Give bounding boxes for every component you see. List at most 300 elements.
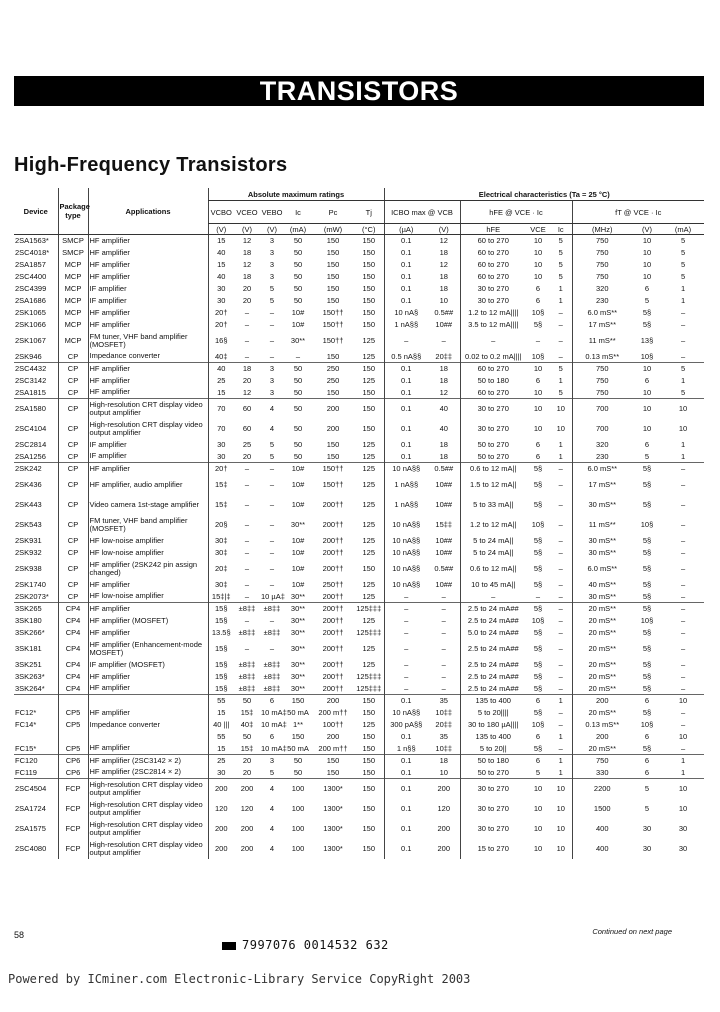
cell-hfe-vce: 6: [526, 695, 550, 707]
unit-vebo: (V): [260, 224, 284, 235]
cell-tj: 150: [362, 424, 375, 433]
cell-hfe: 30 to 270: [460, 399, 526, 419]
cell-vcbo: 30‡: [208, 535, 234, 547]
table-row: [14, 235, 704, 247]
cell-ft: 30 mS**: [572, 591, 632, 603]
cell-hfe-vce: 5§: [533, 672, 543, 681]
cell-ft-vce: 5§: [642, 708, 652, 717]
cell-icbo: –: [384, 659, 428, 671]
cell-pc: 200: [312, 399, 354, 419]
cell-pc: 1300*: [323, 824, 343, 833]
cell-pc: 1300*: [312, 779, 354, 799]
cell-package: MCP: [58, 295, 88, 307]
cell-package: CP: [58, 451, 88, 463]
cell-icbo: 0.1: [384, 271, 428, 283]
cell-vcb: 18: [439, 248, 448, 257]
cell-ic: 30**: [290, 660, 306, 669]
cell-vcbo: 30‡: [208, 547, 234, 559]
cell-hfe-ic: –: [550, 603, 572, 615]
cell-pc: 150: [326, 387, 340, 397]
cell-hfe-vce: 6: [535, 376, 541, 385]
cell-ft-vce: 10: [642, 236, 652, 246]
cell-application: HF amplifier: [88, 307, 208, 319]
cell-hfe-vce: 5§: [533, 564, 543, 573]
cell-ft-ic: 5: [680, 272, 686, 281]
cell-pc: 250††: [322, 580, 344, 589]
cell-vcb: 0.5##: [428, 463, 460, 475]
cell-ft-ic: 5: [680, 236, 686, 246]
cell-pc: 200 m††: [318, 708, 348, 717]
cell-vcb: 35: [439, 732, 448, 741]
cell-package: CP: [58, 399, 88, 419]
cell-icbo: –: [384, 627, 428, 639]
cell-vcb: 18: [439, 284, 448, 293]
cell-application: High-resolution CRT display video output amplifier: [88, 799, 208, 819]
cell-package: CP6: [58, 767, 88, 779]
cell-application: HF amplifier: [88, 603, 208, 615]
cell-hfe-ic: –: [558, 708, 563, 717]
cell-hfe-ic: –: [558, 616, 563, 625]
cell-package: FCP: [58, 819, 88, 839]
cell-vcbo: 70: [208, 419, 234, 439]
cell-vcbo: 15§: [208, 615, 234, 627]
cell-hfe-vce: 10: [533, 272, 543, 281]
cell-vcb: 0.5##: [434, 308, 454, 317]
cell-vebo: 4: [260, 399, 284, 419]
cell-package: CP4: [58, 615, 88, 627]
cell-ic: 50: [293, 260, 303, 269]
cell-application: IF amplifier: [88, 283, 208, 295]
cell-device: 2SK242: [14, 463, 58, 475]
cell-ic: 50 mA: [287, 708, 309, 717]
table-row: [14, 451, 704, 463]
unit-tj: (°C): [354, 224, 384, 235]
cell-hfe-ic: 5: [558, 387, 563, 397]
cell-hfe-ic: 1: [558, 296, 563, 305]
cell-hfe: 1.5 to 12 mA||: [460, 475, 526, 495]
cell-package: CP: [58, 375, 88, 387]
cell-device: [14, 731, 58, 743]
cell-hfe: 60 to 270: [460, 271, 526, 283]
cell-device: 2SA1686: [15, 296, 46, 305]
cell-icbo: 1 nA§§: [384, 319, 428, 331]
cell-package: SMCP: [58, 247, 88, 259]
cell-pc: 150: [326, 440, 340, 449]
cell-ft: 400: [572, 819, 632, 839]
cell-vceo: 20: [242, 296, 252, 305]
cell-ic: 50: [293, 284, 303, 293]
header-vcbo: VCBO: [208, 201, 234, 224]
cell-ic: 50: [293, 451, 303, 461]
cell-hfe-vce: 6: [526, 755, 550, 767]
cell-icbo: –: [384, 331, 428, 351]
cell-device: 3SK265: [14, 603, 58, 615]
cell-vcbo: 20†: [208, 319, 234, 331]
unit-ft-ic: (mA): [662, 224, 704, 235]
cell-pc: 100††: [322, 720, 344, 729]
cell-hfe-ic: 1: [558, 440, 563, 449]
cell-vceo: ±8‡‡: [238, 660, 256, 669]
cell-application: HF amplifier: [88, 627, 208, 639]
unit-vceo: (V): [234, 224, 260, 235]
cell-ft-vce: 5§: [632, 603, 662, 615]
cell-vcbo: 55: [208, 731, 234, 743]
cell-vcbo: 15‡: [208, 495, 234, 515]
cell-pc: 200††: [322, 564, 344, 573]
cell-application: HF amplifier: [88, 259, 208, 271]
cell-icbo: –: [384, 683, 428, 695]
cell-device: 3SK263*: [15, 672, 45, 681]
cell-ic: 100: [291, 804, 305, 813]
cell-vebo: –: [269, 536, 275, 545]
cell-hfe-ic: 10: [550, 399, 572, 419]
cell-vcb: 0.5##: [434, 564, 454, 573]
header-ft: fT @ VCE · Ic: [572, 201, 704, 224]
cell-package: MCP: [58, 259, 88, 271]
cell-tj: 150: [354, 755, 384, 767]
cell-vebo: –: [269, 336, 275, 345]
cell-package: CP5: [58, 707, 88, 719]
cell-device: 2SC4432: [14, 363, 58, 375]
cell-tj: 125‡‡‡: [356, 628, 382, 637]
cell-ft-ic: –: [680, 564, 686, 573]
cell-ic: 30**: [290, 672, 306, 681]
cell-hfe-ic: 5: [558, 272, 563, 281]
cell-hfe: 5.0 to 24 mA##: [460, 627, 526, 639]
cell-vebo: 3: [260, 755, 284, 767]
cell-ft-vce: 5§: [632, 463, 662, 475]
cell-hfe: 0.6 to 12 mA||: [460, 559, 526, 579]
header-vebo: VEBO: [260, 201, 284, 224]
footer-credit: Powered by ICminer.com Electronic-Library Service CopyRight 2003: [8, 972, 471, 986]
table-row: [14, 779, 704, 799]
cell-vceo: ±8‡‡: [238, 672, 256, 681]
cell-vcbo: 15: [208, 387, 234, 399]
cell-vcbo: 20†: [208, 307, 234, 319]
cell-vcbo: 15§: [208, 639, 234, 659]
cell-vcb: 10##: [435, 480, 453, 489]
cell-device: 2SC2814: [15, 440, 47, 449]
cell-hfe: –: [460, 331, 526, 351]
table-row: [14, 799, 704, 819]
cell-package: CP: [58, 475, 88, 495]
cell-hfe: 3.5 to 12 mA||||: [460, 319, 526, 331]
cell-hfe: 5 to 24 mA||: [460, 535, 526, 547]
cell-hfe-ic: 1: [558, 284, 563, 293]
table-row: [14, 307, 704, 319]
cell-vebo: ±8‡‡: [263, 683, 281, 693]
cell-hfe-ic: 10: [556, 844, 565, 853]
cell-vcb: 10‡‡: [435, 708, 453, 717]
cell-hfe-ic: –: [558, 683, 563, 693]
cell-vebo: –: [260, 463, 284, 475]
cell-ft: 1500: [572, 799, 632, 819]
cell-application: HF amplifier: [88, 463, 208, 475]
cell-ft-vce: 5: [644, 804, 650, 813]
cell-ft-ic: 1: [662, 755, 704, 767]
cell-icbo: 10 nA§§: [384, 559, 428, 579]
transistor-spec-table: [14, 188, 704, 859]
barcode-bar-icon: [222, 942, 236, 950]
cell-vebo: –: [269, 308, 275, 317]
cell-tj: 150: [362, 248, 375, 257]
cell-device: 2SC4504: [14, 779, 58, 799]
cell-ft: 0.13 mS**: [572, 719, 632, 731]
cell-ft-ic: 5: [680, 260, 686, 269]
cell-vceo: 12: [242, 260, 252, 269]
cell-vcbo: 200: [208, 839, 234, 859]
cell-ft-vce: 5§: [642, 743, 652, 753]
cell-ic: 10#: [291, 480, 305, 489]
cell-hfe-ic: –: [558, 720, 563, 729]
cell-hfe: 2.5 to 24 mA##: [460, 615, 526, 627]
cell-ft-vce: 5: [644, 451, 650, 461]
cell-hfe: 0.02 to 0.2 mA||||: [460, 351, 526, 363]
cell-vcb: 10##: [435, 500, 453, 509]
cell-ft: 230: [572, 295, 632, 307]
cell-ft: 20 mS**: [572, 743, 632, 755]
cell-application: High-resolution CRT display video output amplifier: [88, 779, 208, 799]
cell-application: HF amplifier: [88, 579, 208, 591]
cell-vcbo: 200: [208, 819, 234, 839]
cell-device: FC119: [15, 767, 37, 777]
cell-ft: 320: [572, 439, 632, 451]
cell-ft-ic: 10: [678, 424, 688, 433]
cell-application: FM tuner, VHF band amplifier (MOSFET): [88, 331, 208, 351]
cell-icbo: –: [384, 615, 428, 627]
unit-ft: (MHz): [572, 224, 632, 235]
cell-ft-ic: –: [680, 536, 686, 545]
cell-pc: 150††: [322, 336, 344, 345]
cell-ft-ic: –: [680, 660, 686, 669]
cell-pc: 250: [326, 376, 340, 385]
cell-vebo: –: [269, 320, 275, 329]
cell-ft-vce: 10: [642, 424, 652, 433]
cell-vceo: ±8‡‡: [238, 683, 256, 693]
cell-hfe: 30 to 270: [460, 283, 526, 295]
cell-device: 3SK251: [15, 660, 42, 669]
cell-hfe-vce: 10: [526, 363, 550, 375]
cell-ic: 1**: [292, 720, 303, 729]
cell-ft-vce: 10: [642, 260, 652, 269]
cell-hfe-ic: 5: [558, 236, 563, 246]
cell-ft: 17 mS**: [572, 319, 632, 331]
cell-icbo: 10 nA§§: [384, 515, 428, 535]
cell-hfe-vce: 10: [526, 779, 550, 799]
header-hfe: hFE @ VCE · Ic: [460, 201, 572, 224]
cell-icbo: 0.1: [384, 247, 428, 259]
cell-pc: 150: [326, 767, 340, 777]
cell-ft: 20 mS**: [572, 683, 632, 695]
cell-hfe: 30 to 270: [460, 819, 526, 839]
table-row: [14, 639, 704, 659]
cell-device: 2SK931: [15, 536, 42, 545]
cell-package: SMCP: [58, 235, 88, 247]
cell-vceo: 18: [234, 363, 260, 375]
table-row: [14, 755, 704, 767]
cell-ft-vce: 5§: [642, 548, 652, 557]
cell-vcbo: 30: [208, 283, 234, 295]
cell-ft: 6.0 mS**: [572, 307, 632, 319]
cell-ft-vce: 30: [642, 844, 652, 853]
cell-pc: 200††: [322, 683, 344, 693]
cell-vebo: 5: [269, 451, 275, 461]
cell-hfe-vce: 10: [533, 424, 543, 433]
cell-pc: 200: [326, 732, 340, 741]
cell-package: CP4: [58, 603, 88, 615]
cell-ft: 330: [572, 767, 632, 779]
cell-application: HF amplifier: [88, 683, 208, 695]
cell-ft-vce: 5§: [642, 683, 652, 693]
sub-vce: VCE: [526, 224, 550, 235]
cell-ic: 50: [293, 236, 303, 246]
cell-vcb: 10: [439, 767, 448, 777]
cell-icbo: 10 nA§§: [384, 535, 428, 547]
cell-hfe-vce: 10: [533, 387, 543, 397]
cell-tj: 125: [362, 644, 375, 653]
cell-application: HF amplifier: [88, 247, 208, 259]
cell-ft-vce: 5§: [642, 500, 652, 509]
cell-device: FC12*: [15, 708, 37, 717]
cell-ft-ic: –: [662, 603, 704, 615]
cell-hfe-ic: 10: [556, 824, 565, 833]
cell-ft-vce: 6: [644, 767, 650, 777]
cell-ft: 750: [572, 271, 632, 283]
cell-hfe-vce: 10: [533, 236, 543, 246]
cell-device: 2SA1724: [15, 804, 46, 813]
cell-vcbo: 40 |||: [208, 719, 234, 731]
cell-ic: 30**: [290, 628, 306, 637]
cell-hfe: 30 to 270: [460, 799, 526, 819]
cell-device: 2SC4080: [15, 844, 47, 853]
cell-device: 2SK1065: [15, 308, 46, 317]
cell-ft-vce: 10§: [640, 720, 654, 729]
cell-package: FCP: [58, 799, 88, 819]
cell-ft: 11 mS**: [572, 515, 632, 535]
cell-vcb: 12: [439, 260, 448, 269]
cell-ft-vce: 6: [644, 732, 650, 741]
cell-ft-ic: –: [680, 320, 686, 329]
cell-package: CP5: [58, 719, 88, 731]
cell-vcb: 15‡‡: [435, 520, 453, 529]
cell-vceo: ±8‡‡: [238, 628, 256, 637]
cell-hfe: 5 to 33 mA||: [460, 495, 526, 515]
cell-ft-ic: –: [680, 672, 686, 681]
cell-ft-ic: –: [680, 308, 686, 317]
cell-vebo: 10 µA‡: [261, 591, 285, 601]
cell-vceo: –: [244, 480, 250, 489]
table-row: [14, 319, 704, 331]
cell-vcb: –: [441, 628, 446, 637]
cell-tj: 125: [354, 463, 384, 475]
cell-tj: 125: [362, 536, 375, 545]
cell-ft-ic: –: [680, 500, 686, 509]
cell-pc: 200 m††: [318, 743, 348, 753]
cell-tj: 150: [362, 708, 375, 717]
cell-hfe-ic: 1: [558, 732, 563, 741]
cell-ft: 30 mS**: [572, 535, 632, 547]
cell-pc: 200††: [322, 548, 344, 557]
cell-tj: 125: [362, 440, 375, 449]
cell-ft-vce: 5§: [642, 564, 652, 573]
cell-application: HF amplifier (2SC2814 × 2): [88, 767, 208, 779]
cell-vcbo: 25: [208, 755, 234, 767]
cell-vebo: 5: [269, 284, 275, 293]
table-row: [14, 579, 704, 591]
cell-application: HF amplifier (2SK242 pin assign changed): [88, 559, 208, 579]
cell-ft: 30 mS**: [572, 495, 632, 515]
cell-hfe-vce: 5§: [533, 548, 543, 557]
cell-vcb: –: [441, 644, 446, 653]
cell-hfe-vce: 10: [533, 248, 543, 257]
cell-ic: 10#: [291, 564, 305, 573]
spec-table-body: [14, 235, 704, 859]
cell-device: 2SA1580: [14, 399, 58, 419]
cell-ic: 30**: [290, 616, 306, 625]
cell-package: CP5: [58, 743, 88, 755]
cell-package: CP4: [58, 671, 88, 683]
cell-vebo: 5: [269, 440, 275, 449]
table-row: [14, 515, 704, 535]
cell-vcb: –: [441, 616, 446, 625]
cell-device: 3SK266*: [15, 628, 45, 637]
cell-vcbo: 40‡: [208, 351, 234, 363]
cell-vcbo: 20‡: [208, 559, 234, 579]
cell-ft-ic: –: [680, 616, 686, 625]
cell-tj: 150: [362, 272, 375, 281]
cell-ft-vce: 6: [644, 376, 650, 385]
cell-device: 2SC4018*: [15, 248, 50, 257]
table-row: [14, 731, 704, 743]
cell-hfe: 60 to 270: [460, 247, 526, 259]
cell-tj: 125‡‡‡: [354, 603, 384, 615]
cell-device: 2SK1066: [15, 320, 46, 329]
cell-pc: 200††: [322, 660, 344, 669]
cell-ft: 11 mS**: [572, 331, 632, 351]
cell-device: FC14*: [15, 720, 37, 729]
cell-ft-ic: –: [680, 720, 686, 729]
cell-hfe-ic: –: [558, 480, 563, 489]
cell-ft: 320: [572, 283, 632, 295]
cell-package: CP: [58, 439, 88, 451]
cell-ft: 700: [572, 419, 632, 439]
cell-vcbo: 20§: [208, 515, 234, 535]
cell-hfe-ic: 10: [550, 779, 572, 799]
table-row: [14, 363, 704, 375]
table-row: [14, 707, 704, 719]
cell-vcbo: 70: [208, 399, 234, 419]
cell-hfe: 50 to 270: [460, 767, 526, 779]
table-row: [14, 683, 704, 695]
cell-package: CP6: [58, 755, 88, 767]
cell-vceo: 20: [242, 767, 252, 777]
cell-hfe: 2.5 to 24 mA##: [460, 659, 526, 671]
cell-hfe: 2.5 to 24 mA##: [460, 639, 526, 659]
cell-ic: 50: [293, 424, 303, 433]
cell-tj: 125: [362, 660, 375, 669]
cell-ft: 20 mS**: [572, 659, 632, 671]
cell-ic: 100: [284, 779, 312, 799]
header-vceo: VCEO: [234, 201, 260, 224]
cell-tj: 150: [354, 695, 384, 707]
cell-vceo: 120: [240, 804, 254, 813]
header-ic: Ic: [284, 201, 312, 224]
cell-ft: 40 mS**: [572, 579, 632, 591]
cell-ft-ic: 30: [678, 844, 688, 853]
cell-vcbo: 16§: [208, 331, 234, 351]
cell-vceo: 25: [242, 440, 252, 449]
cell-vcbo: 30: [208, 451, 234, 463]
